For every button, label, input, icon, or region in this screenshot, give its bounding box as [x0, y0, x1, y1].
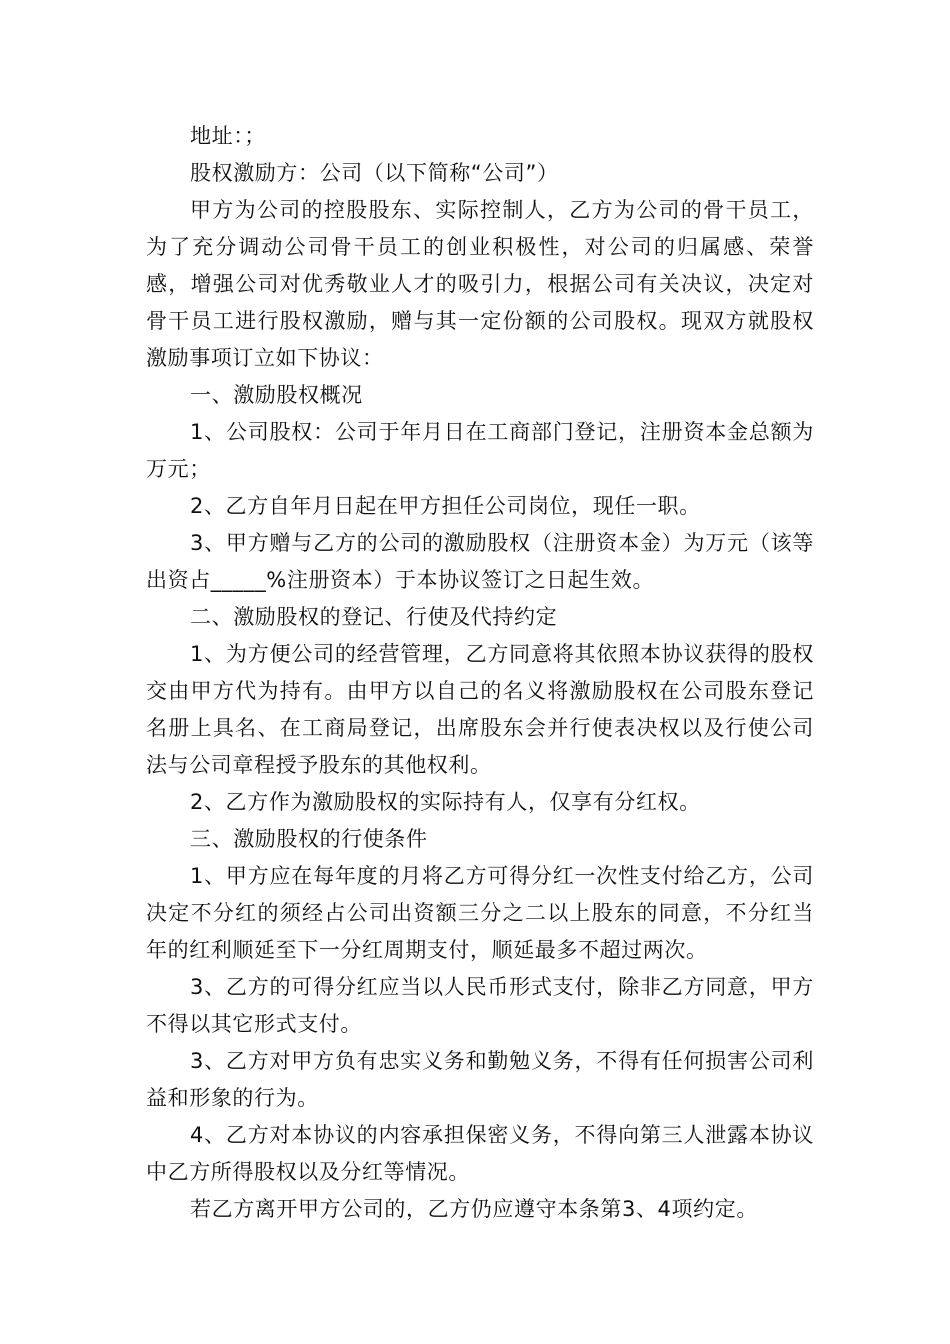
paragraph-preamble: 甲方为公司的控股股东、实际控制人，乙方为公司的骨干员工，为了充分调动公司骨干员工的创业积极性，对公司的归属感、荣誉感，增强公司对优秀敬业人才的吸引力，根据公司有关决议，决定对骨干员工进行股权激励，赠与其一定份额的公司股权。现双方就股权激励事项订立如下协议： [146, 198, 814, 370]
paragraph-item: 1、甲方应在每年度的月将乙方可得分红一次性支付给乙方，公司决定不分红的须经占公司出资额三分之二以上股东的同意，不分红当年的红利顺延至下一分红周期支付，顺延最多不超过两次。 [146, 864, 814, 962]
paragraph-item: 4、乙方对本协议的内容承担保密义务，不得向第三人泄露本协议中乙方所得股权以及分红等情况。 [146, 1123, 814, 1184]
paragraph-item: 3、甲方赠与乙方的公司的激励股权（注册资本金）为万元（该等出资占_____%注册资本）于本协议签订之日起生效。 [146, 531, 814, 592]
document-body [146, 118, 814, 1228]
section-heading-3: 三、激励股权的行使条件 [190, 827, 428, 851]
section-heading-2: 二、激励股权的登记、行使及代持约定 [190, 605, 558, 629]
paragraph-item: 1、公司股权：公司于年月日在工商部门登记，注册资本金总额为万元； [146, 420, 814, 481]
paragraph-address: 地址：； [190, 124, 266, 148]
section-heading-1: 一、激励股权概况 [190, 383, 363, 407]
paragraph-item: 2、乙方作为激励股权的实际持有人，仅享有分红权。 [190, 790, 701, 814]
paragraph-item: 2、乙方自年月日起在甲方担任公司岗位，现任一职。 [190, 494, 701, 518]
paragraph-incentive-party: 股权激励方：公司（以下简称“公司”） [190, 161, 559, 185]
paragraph-item: 3、乙方的可得分红应当以人民币形式支付，除非乙方同意，甲方不得以其它形式支付。 [146, 975, 814, 1036]
paragraph-item: 3、乙方对甲方负有忠实义务和勤勉义务，不得有任何损害公司利益和形象的行为。 [146, 1049, 814, 1110]
paragraph-item: 1、为方便公司的经营管理，乙方同意将其依照本协议获得的股权交由甲方代为持有。由甲方以自己的名义将激励股权在公司股东登记名册上具名、在工商局登记，出席股东会并行使表决权以及行使公司法与公司章程授予股东的其他权利。 [146, 642, 814, 777]
paragraph-closing: 若乙方离开甲方公司的，乙方仍应遵守本条第3、4项约定。 [190, 1197, 758, 1221]
